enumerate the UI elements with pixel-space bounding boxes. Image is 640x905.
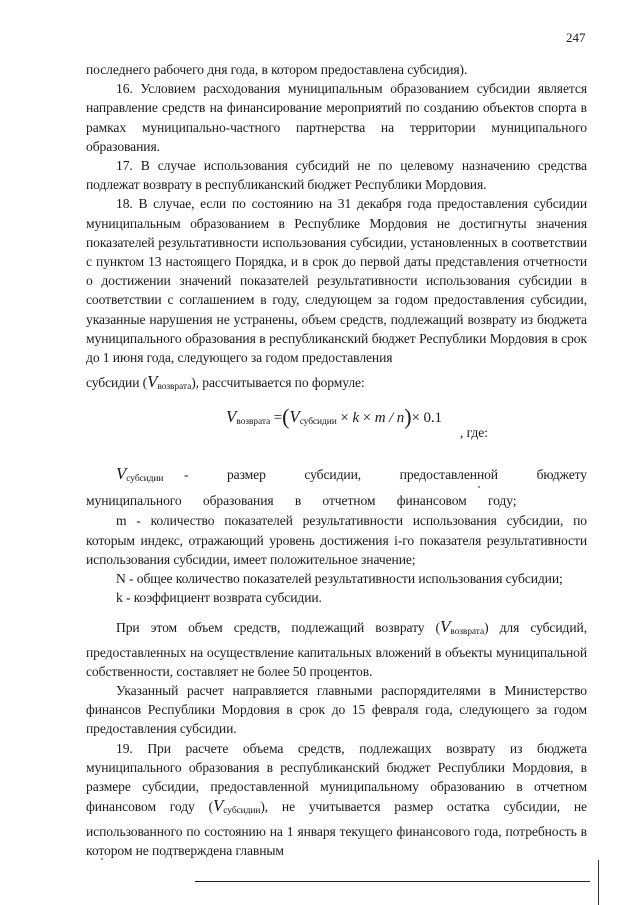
paragraph-17: 17. В случае использования субсидий не по целевому назначению средства подлежат возврату в республиканский бюджет Республики Мордовия. xyxy=(86,158,587,193)
paragraph-18: 18. В случае, если по состоянию на 31 декабря года предоставления субсидии муниципальным образованием в Республике Мордовия не достигнуты значения показателей результативности использования субсидии, установленных в соответствии с пунктом 13 настоящего Порядка, и в срок до первой даты представления отчетности о достижении значений показателей результативности использования субсидии в соответствии с соглашением в году, следующем за годом предоставления субсидии, указанные нарушения не устранены, объем средств, подлежащий возврату из бюджета муниципального образования в республиканский бюджет Республики Мордовия в срок до 1 июня года, следующего за годом предоставления xyxy=(86,196,587,366)
scan-bottom-line xyxy=(195,881,590,882)
v-subscript: возврата xyxy=(157,382,192,393)
definition-v-subsidii: $V_{субсидии}$ - размер субсидии, предоставленной бюджету муниципального образования в отчетном финансовом году; xyxy=(86,464,587,509)
v-symbol: V xyxy=(147,372,158,392)
spacer xyxy=(86,607,587,617)
paragraph-intro: последнего рабочего дня года, в котором предоставлена субсидия). xyxy=(86,62,468,77)
definition-k: k - коэффициент возврата субсидии. xyxy=(116,590,322,606)
paragraph-capital-investments: При этом объем средств, подлежащий возврату $(V_{возврата})$ для субсидий, предоставленных на осуществление капитальных вложений в объекты муниципальной собственности, составляет не более 50 процентов. xyxy=(86,617,587,679)
formula-where: , где: xyxy=(460,425,488,441)
page-number: 247 xyxy=(566,30,586,45)
document-body xyxy=(86,60,587,860)
scan-speck xyxy=(478,486,480,488)
definition-m: m - количество показателей результативности использования субсидии, по которым индекс, отражающий уровень достижения i-го показателя результативности использования субсидии, имеет положительное значение; xyxy=(86,513,587,567)
definition-n: N - общее количество показателей результативности использования субсидии; xyxy=(116,571,563,587)
paragraph-calculation: Указанный расчет направляется главными распорядителями в Министерство финансов Республики Мордовия в срок до 15 февраля года, следующего за годом предоставления субсидии. xyxy=(86,683,587,737)
scan-speck xyxy=(101,858,103,860)
scan-edge-line xyxy=(598,860,599,905)
formula-block xyxy=(86,403,587,443)
paragraph-19: 19. При расчете объема средств, подлежащих возврату из бюджета муниципального образования в республиканский бюджет Республики Мордовия, в размере субсидии, предоставленной муниципальному образованию в отчетном финансовом году $(V_{субсидии})$, не учитывается размер остатка субсидии, не использованного по состоянию на 1 января текущего финансового года, потребность в котором не подтверждена главным xyxy=(86,740,587,858)
formula: $V_{возврата} =(V_{субсидии} \times k \times m / n)\times 0.1$ xyxy=(226,404,442,430)
paragraph-16: 16. Условием расходования муниципальным образованием субсидии является направление средств на финансирование мероприятий по созданию объектов спорта в рамках муниципально-частного партнерства на территории муниципального образования. xyxy=(86,81,587,154)
paragraph-18-tail: субсидии $(V_{возврата})$, рассчитывается по формуле: xyxy=(86,372,365,393)
